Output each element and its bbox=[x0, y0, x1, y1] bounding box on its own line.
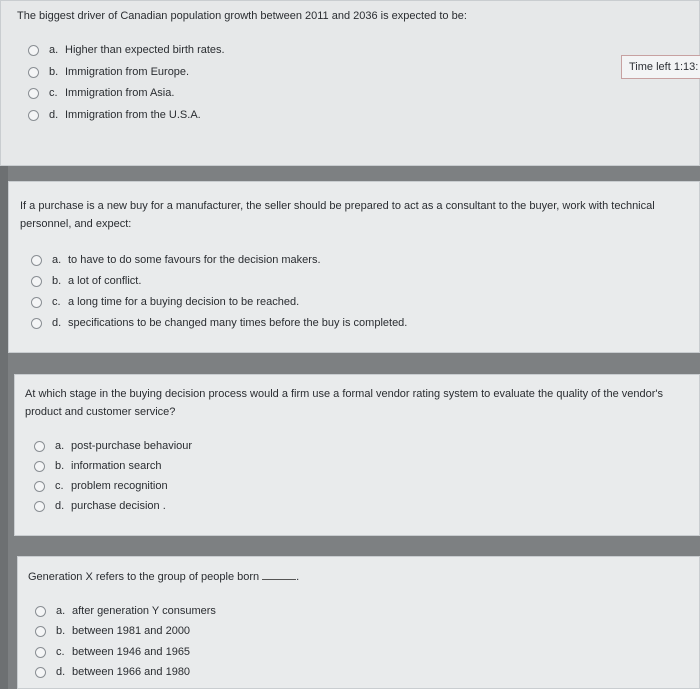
option-letter: b. bbox=[52, 275, 62, 287]
option-letter: a. bbox=[56, 605, 66, 617]
option-letter: c. bbox=[49, 87, 58, 99]
radio-button[interactable] bbox=[35, 647, 46, 658]
option-letter: a. bbox=[49, 44, 59, 56]
option-d[interactable] bbox=[28, 107, 201, 123]
option-letter: d. bbox=[52, 317, 62, 329]
option-label: a lot of conflict. bbox=[68, 275, 142, 287]
option-a[interactable] bbox=[35, 603, 216, 619]
radio-button[interactable] bbox=[35, 626, 46, 637]
option-letter: a. bbox=[55, 440, 65, 452]
option-label: problem recognition bbox=[71, 480, 168, 492]
option-letter: d. bbox=[55, 500, 65, 512]
question-card-3 bbox=[14, 374, 700, 536]
option-b[interactable] bbox=[31, 273, 141, 289]
radio-button[interactable] bbox=[31, 255, 42, 266]
answer-blank bbox=[262, 569, 296, 580]
question-card-1 bbox=[0, 0, 700, 166]
option-letter: c. bbox=[52, 296, 61, 308]
option-label: purchase decision . bbox=[71, 500, 166, 512]
option-label: Higher than expected birth rates. bbox=[65, 44, 225, 56]
radio-button[interactable] bbox=[31, 276, 42, 287]
option-a[interactable] bbox=[28, 42, 225, 58]
option-b[interactable] bbox=[34, 458, 162, 474]
option-d[interactable] bbox=[34, 498, 166, 514]
question-card-4 bbox=[17, 556, 700, 689]
option-letter: a. bbox=[52, 254, 62, 266]
option-letter: b. bbox=[55, 460, 65, 472]
option-letter: d. bbox=[49, 109, 59, 121]
left-margin bbox=[0, 166, 8, 689]
question-text: If a purchase is a new buy for a manufacturer, the seller should be prepared to act as a consultant to the buyer, work with technical personnel, and expect: bbox=[20, 200, 655, 230]
option-d[interactable] bbox=[31, 315, 407, 331]
option-a[interactable] bbox=[31, 252, 321, 268]
radio-button[interactable] bbox=[34, 461, 45, 472]
option-b[interactable] bbox=[28, 64, 189, 80]
option-d[interactable] bbox=[35, 664, 190, 680]
option-label: information search bbox=[71, 460, 162, 472]
option-label: between 1966 and 1980 bbox=[72, 666, 191, 678]
option-letter: b. bbox=[49, 66, 59, 78]
radio-button[interactable] bbox=[35, 606, 46, 617]
question-text-start: Generation X refers to the group of people born bbox=[28, 571, 260, 583]
option-label: between 1981 and 2000 bbox=[72, 625, 191, 637]
question-text: At which stage in the buying decision process would a firm use a formal vendor rating system to evaluate the quality of the vendor's product and customer service? bbox=[25, 388, 663, 418]
option-c[interactable] bbox=[28, 85, 174, 101]
radio-button[interactable] bbox=[31, 297, 42, 308]
question-text: The biggest driver of Canadian population growth between 2011 and 2036 is expected to be: bbox=[17, 10, 467, 22]
option-label: Immigration from the U.S.A. bbox=[65, 109, 201, 121]
question-card-2 bbox=[8, 181, 700, 353]
option-label: Immigration from Asia. bbox=[65, 87, 175, 99]
option-label: a long time for a buying decision to be reached. bbox=[68, 296, 300, 308]
option-label: specifications to be changed many times before the buy is completed. bbox=[68, 317, 408, 329]
radio-button[interactable] bbox=[34, 441, 45, 452]
option-c[interactable] bbox=[34, 478, 168, 494]
radio-button[interactable] bbox=[28, 45, 39, 56]
question-text-end: . bbox=[296, 571, 300, 583]
question-text bbox=[28, 568, 688, 586]
option-b[interactable] bbox=[35, 623, 190, 639]
option-label: between 1946 and 1965 bbox=[72, 646, 191, 658]
option-letter: d. bbox=[56, 666, 66, 678]
radio-button[interactable] bbox=[34, 501, 45, 512]
option-letter: c. bbox=[55, 480, 64, 492]
radio-button[interactable] bbox=[28, 110, 39, 121]
option-c[interactable] bbox=[35, 644, 190, 660]
option-label: Immigration from Europe. bbox=[65, 66, 190, 78]
option-label: after generation Y consumers bbox=[72, 605, 216, 617]
option-label: post-purchase behaviour bbox=[71, 440, 193, 452]
option-letter: c. bbox=[56, 646, 65, 658]
radio-button[interactable] bbox=[28, 88, 39, 99]
radio-button[interactable] bbox=[35, 667, 46, 678]
option-label: to have to do some favours for the decision makers. bbox=[68, 254, 321, 266]
option-letter: b. bbox=[56, 625, 66, 637]
radio-button[interactable] bbox=[34, 481, 45, 492]
option-a[interactable] bbox=[34, 438, 192, 454]
option-c[interactable] bbox=[31, 294, 299, 310]
timer-box: Time left 1:13: bbox=[621, 55, 700, 79]
radio-button[interactable] bbox=[31, 318, 42, 329]
radio-button[interactable] bbox=[28, 67, 39, 78]
